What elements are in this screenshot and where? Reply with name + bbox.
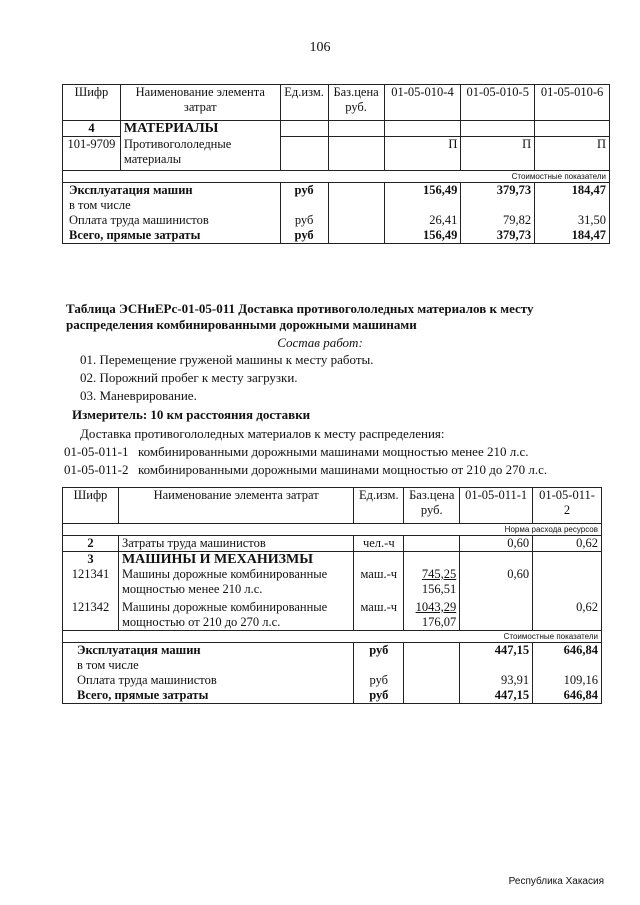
table-caption: Таблица ЭСНиЕРс-01-05-011 Доставка противогололедных материалов к месту распределения комбинированными дорожными машинами bbox=[66, 301, 534, 332]
header-code: Шифр bbox=[63, 85, 121, 121]
material-mark-3: П bbox=[535, 137, 610, 171]
header-code: Шифр bbox=[63, 488, 119, 524]
table-materials bbox=[62, 84, 610, 244]
header-unit: Ед.изм. bbox=[354, 488, 404, 524]
material-mark-2: П bbox=[461, 137, 535, 171]
table-row: в том числе bbox=[63, 198, 610, 213]
table-row: мощностью от 210 до 270 л.с. 176,07 bbox=[63, 615, 602, 631]
material-mark-1: П bbox=[384, 137, 461, 171]
cost-indicators-label: Стоимостные показатели bbox=[63, 631, 602, 643]
meter: Измеритель: 10 км расстояния доставки bbox=[72, 407, 311, 422]
table-row: Эксплуатация машин руб 156,49 379,73 184,47 bbox=[63, 183, 610, 199]
variant-text: комбинированными дорожными машинами мощностью от 210 до 270 л.с. bbox=[138, 462, 548, 477]
norm-label: Норма расхода ресурсов bbox=[63, 524, 602, 536]
header-col-4: 01-05-010-4 bbox=[384, 85, 461, 121]
header-col-1: 01-05-011-1 bbox=[460, 488, 533, 524]
table-row: 2 Затраты труда машинистов чел.-ч 0,60 0,62 bbox=[63, 536, 602, 552]
table-row: Оплата труда машинистов руб 93,91 109,16 bbox=[63, 673, 602, 688]
table-row: Оплата труда машинистов руб 26,41 79,82 31,50 bbox=[63, 213, 610, 228]
header-col-5: 01-05-010-5 bbox=[461, 85, 535, 121]
material-name: Противогололедные материалы bbox=[120, 137, 280, 171]
work-item: 02. Порожний пробег к месту загрузки. bbox=[80, 370, 298, 385]
table-row: Всего, прямые затраты руб 447,15 646,84 bbox=[63, 688, 602, 704]
header-name: Наименование элемента затрат bbox=[118, 488, 353, 524]
section-code: 4 bbox=[63, 121, 121, 137]
section-code: 3 bbox=[63, 552, 119, 568]
header-unit: Ед.изм. bbox=[280, 85, 328, 121]
work-item: 03. Маневрирование. bbox=[80, 388, 197, 403]
table-row: 121341 Машины дорожные комбинированные маш.-ч 745,25 0,60 bbox=[63, 567, 602, 582]
table-row: Эксплуатация машин руб 447,15 646,84 bbox=[63, 643, 602, 659]
table-machines bbox=[62, 487, 602, 704]
material-code: 101-9709 bbox=[63, 137, 121, 171]
description: Доставка противогололедных материалов к месту распределения: bbox=[80, 426, 445, 441]
header-name: Наименование элемента затрат bbox=[120, 85, 280, 121]
table-row: 121342 Машины дорожные комбинированные маш.-ч 1043,29 0,62 bbox=[63, 597, 602, 615]
variant-text: комбинированными дорожными машинами мощностью менее 210 л.с. bbox=[138, 444, 529, 459]
header-price: Баз.цена руб. bbox=[328, 85, 384, 121]
composition-title: Состав работ: bbox=[277, 335, 363, 350]
table-row: в том числе bbox=[63, 658, 602, 673]
work-item: 01. Перемещение груженой машины к месту работы. bbox=[80, 352, 374, 367]
header-col-6: 01-05-010-6 bbox=[535, 85, 610, 121]
header-price: Баз.цена руб. bbox=[404, 488, 460, 524]
table-row: Всего, прямые затраты руб 156,49 379,73 184,47 bbox=[63, 228, 610, 244]
section-title: МАШИНЫ И МЕХАНИЗМЫ bbox=[118, 552, 353, 568]
cost-indicators-label: Стоимостные показатели bbox=[63, 171, 610, 183]
variant-code: 01-05-011-2 bbox=[64, 462, 129, 477]
variant-code: 01-05-011-1 bbox=[64, 444, 129, 459]
table-row: мощностью менее 210 л.с. 156,51 bbox=[63, 582, 602, 597]
header-col-2: 01-05-011-2 bbox=[533, 488, 602, 524]
page-number: 106 bbox=[309, 40, 331, 55]
section-title: МАТЕРИАЛЫ bbox=[120, 121, 280, 137]
footer-region: Республика Хакасия bbox=[508, 876, 604, 887]
